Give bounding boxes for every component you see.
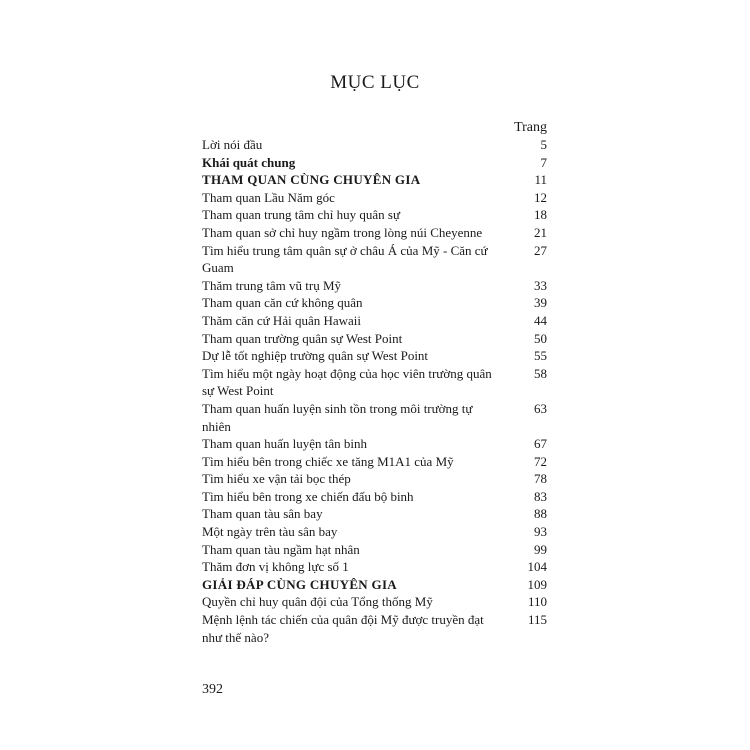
toc-entry — [202, 224, 547, 242]
toc-entry — [202, 136, 547, 154]
toc-entry-page: 115 — [527, 612, 547, 628]
toc-entry — [202, 558, 547, 576]
toc-entry-page: 110 — [527, 594, 547, 610]
toc-entry-title: Tham quan huấn luyện sinh tồn trong môi trường tự nhiên — [202, 400, 473, 434]
toc-entry-title: Thăm trung tâm vũ trụ Mỹ — [202, 277, 342, 293]
toc-entry — [202, 593, 547, 611]
toc-entry-page: 104 — [527, 559, 547, 575]
toc-entry-title: Tham quan tàu ngầm hạt nhân — [202, 541, 360, 557]
toc-entry-title: Tham quan căn cứ không quân — [202, 295, 363, 311]
toc-entry-title: Mệnh lệnh tác chiến của quân đội Mỹ được truyền đạt như thế nào? — [202, 612, 484, 645]
toc-section-heading — [202, 171, 547, 189]
toc-entry-title: Tham quan trường quân sự West Point — [202, 330, 403, 346]
toc-entry-title: Một ngày trên tàu sân bay — [202, 524, 338, 540]
toc-entry-page: 99 — [534, 541, 547, 557]
toc-entry-title: Dự lễ tốt nghiệp trường quân sự West Point — [202, 348, 429, 364]
toc-entry — [202, 347, 547, 365]
toc-entry — [202, 242, 547, 277]
page-column-header: Trang — [514, 120, 547, 135]
toc-entry-title: Tìm hiểu bên trong chiếc xe tăng M1A1 của Mỹ — [202, 453, 454, 469]
toc-entry — [202, 154, 547, 172]
toc-entry-title: Tham quan trung tâm chỉ huy quân sự — [202, 207, 401, 223]
toc-entry-page: 12 — [534, 189, 547, 205]
toc-entry-title: THAM QUAN CÙNG CHUYÊN GIA — [202, 172, 421, 188]
toc-entry-page: 50 — [534, 330, 547, 346]
toc-entry-page: 109 — [527, 576, 547, 592]
toc-entry-page: 78 — [534, 471, 547, 487]
toc-entry-title: Tham quan sở chỉ huy ngầm trong lòng núi Cheyenne — [202, 224, 483, 240]
toc-entry-title: Tìm hiểu bên trong xe chiến đấu bộ binh — [202, 488, 414, 504]
toc-entry — [202, 488, 547, 506]
toc-entry-page: 7 — [540, 154, 547, 170]
toc-entry-page: 11 — [534, 172, 547, 188]
toc-entry-title: Lời nói đầu — [202, 137, 263, 152]
toc-entry — [202, 206, 547, 224]
toc-entry-title: Tham quan huấn luyện tân binh — [202, 436, 367, 452]
toc-entry — [202, 330, 547, 348]
toc-entry-page: 55 — [534, 348, 547, 364]
toc-entry-title: Khái quát chung — [202, 154, 296, 170]
toc-entry-page: 88 — [534, 506, 547, 522]
toc-entry — [202, 505, 547, 523]
toc-entry — [202, 470, 547, 488]
toc-entry — [202, 189, 547, 207]
toc-entry-page: 83 — [534, 488, 547, 504]
toc-entry-page: 27 — [534, 242, 547, 258]
toc-entry-page: 39 — [534, 295, 547, 311]
toc-entry-page: 44 — [534, 312, 547, 328]
toc-entry-title: Thăm đơn vị không lực số 1 — [202, 559, 349, 575]
toc-entry-title: Tìm hiểu trung tâm quân sự ở châu Á của Mỹ - Căn cứ Guam — [202, 242, 488, 276]
toc-entry — [202, 365, 547, 400]
toc-entry — [202, 277, 547, 295]
table-of-contents — [202, 136, 547, 646]
toc-entry — [202, 523, 547, 541]
toc-entry-page: 72 — [534, 453, 547, 469]
toc-section-heading — [202, 576, 547, 594]
toc-entry — [202, 294, 547, 312]
toc-entry — [202, 611, 547, 646]
toc-entry-title: Thăm căn cứ Hải quân Hawaii — [202, 312, 362, 328]
toc-entry-title: Tìm hiểu xe vận tải bọc thép — [202, 471, 351, 487]
toc-entry — [202, 400, 547, 435]
toc-entry-page: 21 — [534, 224, 547, 240]
toc-entry — [202, 435, 547, 453]
toc-entry-page: 18 — [534, 207, 547, 223]
toc-entry-page: 93 — [534, 524, 547, 540]
toc-entry-page: 63 — [534, 400, 547, 416]
toc-entry-title: Quyền chỉ huy quân đội của Tổng thống Mỹ — [202, 594, 433, 610]
toc-entry-title: GIẢI ĐÁP CÙNG CHUYÊN GIA — [202, 576, 397, 592]
page-number: 392 — [202, 682, 223, 697]
toc-entry-title: Tham quan tàu sân bay — [202, 506, 323, 522]
toc-entry — [202, 312, 547, 330]
toc-entry-title: Tìm hiểu một ngày hoạt động của học viên trường quân sự West Point — [202, 365, 492, 399]
toc-entry-page: 33 — [534, 277, 547, 293]
page-title: MỤC LỤC — [330, 72, 420, 93]
toc-entry-page: 58 — [534, 365, 547, 381]
toc-entry-page: 5 — [540, 137, 547, 152]
toc-entry — [202, 453, 547, 471]
toc-entry-page: 67 — [534, 436, 547, 452]
toc-entry-title: Tham quan Lầu Năm góc — [202, 189, 335, 205]
toc-entry — [202, 541, 547, 559]
